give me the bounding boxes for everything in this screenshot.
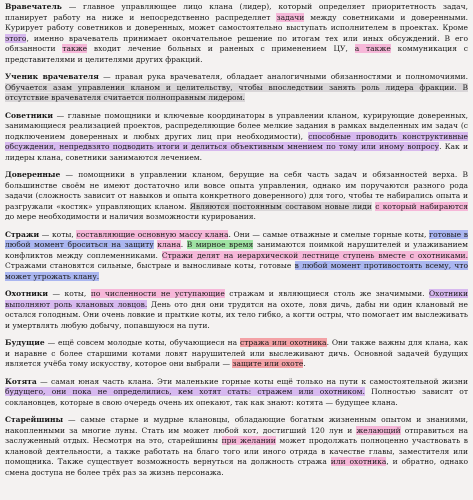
- role-term: Советники: [5, 110, 53, 120]
- role-term: Доверенные: [5, 170, 61, 180]
- highlighted-text: в любой момент противостоять всему, что может угрожать клану.: [5, 261, 468, 282]
- highlighted-text: составляющие основную массу клана: [76, 229, 229, 239]
- role-term: Старейшины: [5, 414, 64, 424]
- paragraph: [5, 230, 468, 283]
- document-body: [5, 2, 468, 485]
- text-run: .: [180, 240, 187, 250]
- highlighted-text: при желании: [221, 436, 276, 446]
- text-run: коммуникация с представителями и целителями других фракций.: [5, 44, 469, 64]
- text-run: День ото дня они трудятся на охоте, ловя дичь, дабы ни один клановый не остался голодным. Они очень ловкие и прыткие коты, их тело гибко, а когти остры, что помогает им выслеживать и умертвлять любую добычу, попавшуюся на пути.: [5, 299, 468, 330]
- text-run: , именно врачеватель принимает окончательное решение по итогам тех или иных обсуждений. В его обязанности: [5, 33, 468, 54]
- paragraph: [5, 377, 468, 409]
- highlighted-text: клана: [157, 240, 181, 250]
- text-run: может продолжать полноценно участвовать в клановой деятельности, а также работать на благо того или иного отряда в качестве главы, заместителя или помощника. Также существует возможность вернуться на должность стража: [5, 436, 468, 467]
- highlighted-text: будущего, они пока не определились, кем хотят стать: стражем или охотником.: [5, 387, 365, 397]
- highlighted-text: Охотники выполняют роль клановых ловцов.: [5, 289, 468, 309]
- highlighted-text: Обучается азам управления кланом и целительству, чтобы впоследствии занять роль лидера фракции. В отсутствие врачевателя считается полноправным лидером.: [5, 82, 468, 103]
- highlighted-text: В мирное время: [186, 240, 254, 250]
- text-run: до мере необходимости и наличия возможности курирования.: [5, 212, 256, 222]
- paragraph: [5, 415, 468, 479]
- text-run: входит лечение больных и раненых с применением ЦУ,: [87, 44, 355, 54]
- paragraph: [5, 2, 468, 66]
- highlighted-text: готовые в любой момент броситься на защиту: [5, 229, 468, 250]
- highlighted-text: Являются постоянным составом новые лиди: [189, 201, 372, 211]
- text-run: Полностью зависят от соклановцев, которые в свою очередь очень их опекают, так как знают: котята — будущее клана.: [5, 387, 468, 407]
- paragraph: [5, 72, 468, 104]
- paragraph: [5, 170, 468, 223]
- paragraph: [5, 111, 468, 164]
- text-run: — самая юная часть клана. Эти маленькие горные коты ещё только на пути к самостоятельной жизни: [36, 376, 468, 386]
- role-term: Охотники: [5, 289, 48, 299]
- highlighted-text: желающий: [356, 425, 401, 435]
- highlighted-text: способные проводить конструктивные обсуждения, непредвзято подводить итоги и делиться объективным мнением по тому или иному вопросу: [5, 131, 468, 152]
- text-run: — главное управляющее лицо клана (лидер), который определяет приоритетность задач, планирует работу на ниже и непосредственно распределяет: [5, 2, 468, 22]
- highlighted-text: стража или охотника: [240, 338, 327, 348]
- role-term: Котята: [5, 376, 37, 386]
- role-term: Будущие: [5, 338, 45, 348]
- role-term: Ученик врачевателя: [5, 72, 99, 82]
- text-run: — правая рука врачевателя, обладает аналогичными обязанностями и полномочиями.: [98, 72, 468, 82]
- highlighted-text: задачи: [276, 12, 305, 22]
- highlighted-text: этого: [5, 33, 27, 43]
- highlighted-text: а также: [354, 44, 391, 54]
- text-run: — коты,: [39, 229, 77, 239]
- text-run: отправиться на заслуженный отдых. Несмотря на это, старейшины: [5, 425, 468, 446]
- text-run: , и обратно, однако смена доступа не более трёх раз за жизнь персонажа.: [5, 457, 468, 477]
- text-run: между советниками и доверенными. Курирует работу советников и доверенных, может самостоятельно выступать исполнителем в проектах. Кроме: [5, 12, 468, 33]
- highlighted-text: также: [62, 44, 88, 54]
- text-run: . Они также важны для клана, как и наравне с более старшими котами ловят нарушителей или выслеживают дичь. Основной задачей будущих является учёба тому искусству, которое они выбрали —: [5, 338, 468, 369]
- text-run: занимаются поимкой нарушителей и улаживанием конфликтов между соплеменниками.: [5, 240, 468, 260]
- highlighted-text: по численности не уступающие: [90, 289, 225, 299]
- paragraph: [5, 289, 468, 331]
- role-term: Вравечатель: [5, 2, 62, 11]
- text-run: — помощники в управлении кланом, берущие на себя часть задач и обязанностей верха. В большинстве своём не имеют достаточно или вовсе опыта управления, однако им поручаются разного рода задачи (сложность зависит от навыков и опыта конкретного доверенного) для того, чтобы те набирались опыта и разгружали «костяк» управляющих кланом.: [5, 170, 468, 211]
- highlighted-text: или охотника: [330, 457, 387, 467]
- highlighted-text: Стражи делят на иерархической лестнице ступень вместе с охотниками.: [161, 250, 468, 260]
- text-run: — коты,: [47, 289, 91, 299]
- text-run: .: [303, 359, 306, 369]
- paragraph: [5, 338, 468, 370]
- highlighted-text: защите или охоте: [232, 359, 304, 369]
- text-run: — ещё совсем молодые коты, обучающиеся на: [44, 338, 241, 348]
- text-run: Стражами становятся сильные, быстрые и выносливые коты, готовые: [5, 261, 295, 271]
- role-term: Стражи: [5, 229, 40, 239]
- text-run: — главные помощники и ключевые координаторы в управлении кланом, курирующие доверенных, занимающиеся реализацией проектов, распределяющие более мелкие задания в рамках выделенных им задач (с подключением доверенных и любых других лиц при необходимости),: [5, 110, 468, 141]
- highlighted-text: с который набираются: [375, 201, 468, 211]
- text-run: — самые старые и мудрые клановцы, обладающие богатым жизненным опытом и знаниями, накопленными за многие луны. Стать им может любой кот, достигший 120 лун и: [5, 414, 468, 435]
- text-run: . Они — самые отважные и смелые горные коты,: [228, 229, 430, 239]
- text-run: . Как и лидеры клана, советники занимаются лечением.: [5, 142, 468, 162]
- text-run: стражам и являющиеся столь же значимыми.: [224, 289, 429, 299]
